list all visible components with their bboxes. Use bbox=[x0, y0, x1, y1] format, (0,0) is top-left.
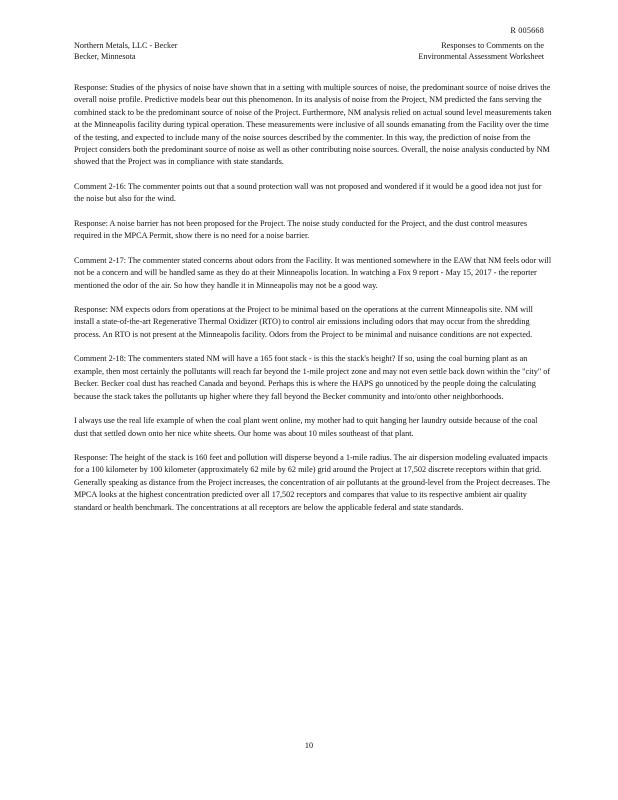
paragraph-comment-2-16: Comment 2-16: The commenter points out that a sound protection wall was not proposed and wondered if it would be a good idea not just for the noise but also for the wind. bbox=[74, 181, 542, 204]
paragraph-comment-2-18: Comment 2-18: The commenters stated NM will have a 165 foot stack - is this the stack's height? If so, using the coal burning plant as an example, then most certainly the pollutants will reach far beyond the 1-mile project zone and may not even settle back down within the "city" of Becker. Becker coal dust has reached Canada and beyond. Perhaps this is where the HAPS go unnoticed by the people doing the calculating because the stack takes the pollutants up higher where they fall beyond the Becker community and into/onto other neighborhoods. bbox=[74, 354, 551, 401]
paragraph-response-noise-sources: Response: Studies of the physics of noise have shown that in a setting with multiple sources of noise, the predominant source of noise drives the overall noise profile. Predictive models bear out this phenomenon. In its analysis of noise from the Project, NM predicted the fans serving the combined stack to be the predominant source of noise of the Project. Furthermore, NM analysis relied on actual sound level measurements taken at the Minneapolis facility during typical operation. These measurements were inclusive of all sounds emanating from the Facility over the time of the testing, and expected to include many of the noise sources described by the commenter. In this way, the prediction of noise from the Project considers both the predominant source of noise as well as other contributing noise sources. Overall, the noise analysis conducted by NM showed that the Project was in compliance with state standards. bbox=[74, 83, 552, 167]
document-title-line2: Environmental Assessment Worksheet bbox=[418, 52, 544, 61]
paragraph-comment-2-18-continued: I always use the real life example of when the coal plant went online, my mother had to quit hanging her laundry outside because of the coal dust that settled down onto her nice white sheets. Our home was about 10 miles southeast of that plant. bbox=[74, 416, 538, 438]
company-name: Northern Metals, LLC - Becker bbox=[74, 41, 178, 50]
paragraph-response-odors: Response: NM expects odors from operations at the Project to be minimal based on the operations at the current Minneapolis site. NM will install a state-of-the-art Regenerative Thermal Oxidizer (RTO) to control air emissions including odors that may occur from the shredding process. An RTO is not present at the Minneapolis facility. Odors from the Project to be minimal and nuisance conditions are not expected. bbox=[74, 305, 533, 339]
header-right bbox=[418, 40, 544, 62]
paragraph-response-noise-barrier: Response: A noise barrier has not been proposed for the Project. The noise study conducted for the Project, and the dust control measures required in the MPCA Permit, show there is no need for a noise barrier. bbox=[74, 218, 528, 241]
document-body bbox=[74, 82, 552, 526]
company-location: Becker, Minnesota bbox=[74, 52, 136, 61]
page-number: 10 bbox=[304, 741, 314, 750]
paragraph-response-stack-height: Response: The height of the stack is 160 feet and pollution will disperse beyond a 1-mile radius. The air dispersion modeling evaluated impacts for a 100 kilometer by 100 kilometer (approximately 62 mile by 62 mile) grid around the Project at 17,502 discrete receptors within that grid. Generally speaking as distance from the Project increases, the concentration of air pollutants at the ground-level from the Project decreases. The MPCA looks at the highest concentration predicted over all 17,502 receptors and compares that value to its respective ambient air quality standard or health benchmark. The concentrations at all receptors are below the applicable federal and state standards. bbox=[74, 453, 550, 512]
bates-number: R 005668 bbox=[510, 26, 544, 35]
paragraph-comment-2-17: Comment 2-17: The commenter stated concerns about odors from the Facility. It was mentioned somewhere in the EAW that NM feels odor will not be a concern and will be handled same as they do at their Minneapolis location. In watching a Fox 9 report - May 15, 2017 - the reporter mentioned the odor of the air. So how they handle it in Minneapolis may not be a good way. bbox=[74, 255, 552, 290]
header-left bbox=[74, 40, 177, 62]
document-title-line1: Responses to Comments on the bbox=[441, 41, 544, 50]
